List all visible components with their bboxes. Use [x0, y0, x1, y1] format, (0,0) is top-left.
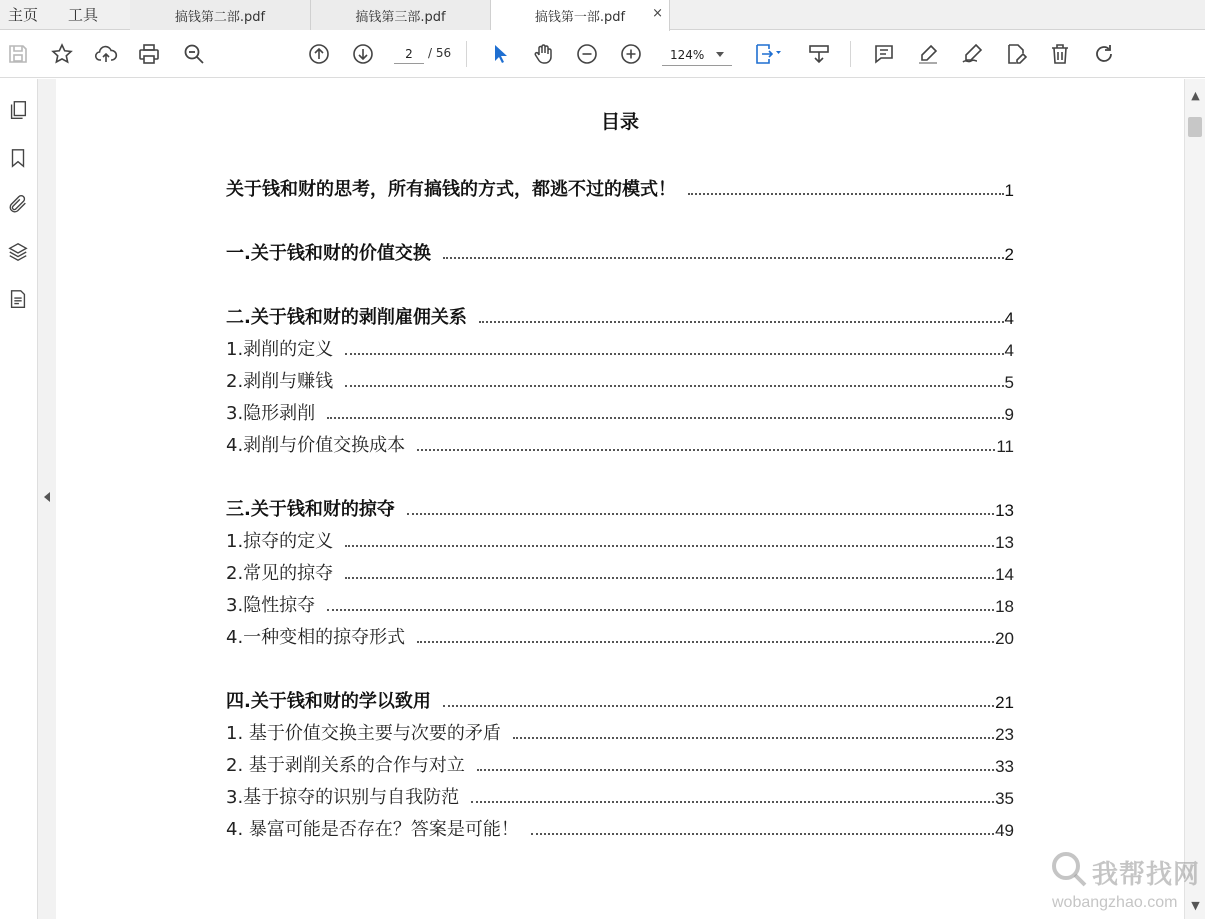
- toc-entry-page: 13: [995, 533, 1014, 552]
- scroll-up-icon[interactable]: ▲: [1191, 88, 1200, 102]
- toc-dot-leader: [513, 737, 994, 739]
- zoom-value: 124%: [670, 48, 705, 62]
- magnifier-watermark-icon: [1048, 848, 1092, 892]
- nav-home[interactable]: 主页: [8, 6, 39, 24]
- toc-entry-title: 三.关于钱和财的掠夺: [226, 499, 395, 520]
- collapse-panel-icon[interactable]: [44, 492, 50, 502]
- toc-dot-leader: [531, 833, 994, 835]
- toc-entry-title: 4. 暴富可能是否存在？答案是可能！: [226, 819, 519, 840]
- hand-icon[interactable]: [530, 41, 556, 67]
- tab-bar: [0, 0, 1205, 30]
- document-properties-icon[interactable]: [5, 286, 31, 312]
- toc-entry-page: 14: [995, 565, 1014, 584]
- toc-dot-leader: [443, 257, 1004, 259]
- toc-dot-leader: [479, 321, 1004, 323]
- toc-entry[interactable]: [226, 591, 1014, 617]
- page-total: / 56: [428, 46, 452, 60]
- read-mode-icon[interactable]: [806, 41, 832, 67]
- toc-dot-leader: [345, 353, 1003, 355]
- toc-dot-leader: [417, 449, 995, 451]
- toc-entry-title: 2. 基于剥削关系的合作与对立: [226, 755, 465, 776]
- toc-dot-leader: [688, 193, 1004, 195]
- watermark-en: wobangzhao.com: [1052, 894, 1178, 911]
- toolbar-divider: [466, 41, 467, 67]
- arrow-up-circle-icon[interactable]: [306, 41, 332, 67]
- toc-dot-leader: [443, 705, 994, 707]
- nav-tools[interactable]: 工具: [68, 6, 99, 24]
- toc-entry-title: 4.剥削与价值交换成本: [226, 435, 406, 456]
- toc-dot-leader: [345, 545, 994, 547]
- toc-entry-title: 3.隐性掠夺: [226, 595, 316, 616]
- sign-icon[interactable]: [959, 41, 985, 67]
- zoom-select[interactable]: [662, 44, 732, 66]
- toc-entry[interactable]: [226, 719, 1014, 745]
- toc-dot-leader: [471, 801, 994, 803]
- rotate-icon[interactable]: [1091, 41, 1117, 67]
- toc-entry-page: 20: [995, 629, 1014, 648]
- toc-entry-title: 关于钱和财的思考，所有搞钱的方式，都逃不过的模式！: [226, 179, 676, 200]
- cloud-upload-icon[interactable]: [93, 41, 119, 67]
- tab-label: 搞钱第三部.pdf: [355, 9, 446, 25]
- layers-icon[interactable]: [5, 239, 31, 265]
- delete-icon[interactable]: [1047, 41, 1073, 67]
- toc-entry-page: 33: [995, 757, 1014, 776]
- highlight-icon[interactable]: [915, 41, 941, 67]
- toc-dot-leader: [477, 769, 994, 771]
- toc-entry-page: 11: [996, 437, 1014, 456]
- toc-dot-leader: [407, 513, 994, 515]
- pages-icon[interactable]: [5, 97, 31, 123]
- toc-entry-page: 35: [995, 789, 1014, 808]
- left-navigation-rail: [0, 79, 38, 919]
- toc-entry-title: 四.关于钱和财的学以致用: [226, 691, 431, 712]
- watermark-cn: 我帮找网: [1092, 860, 1201, 890]
- watermark: [1040, 844, 1200, 916]
- toc-entry-page: 23: [995, 725, 1014, 744]
- select-arrow-icon[interactable]: [487, 41, 513, 67]
- close-tab-icon[interactable]: ×: [652, 6, 663, 21]
- toc-entry[interactable]: [226, 431, 1014, 457]
- tab-label: 搞钱第一部.pdf: [534, 10, 626, 25]
- toc-entry-page: 5: [1004, 373, 1014, 392]
- toc-entry[interactable]: [226, 783, 1014, 809]
- toc-entry-page: 2: [1004, 245, 1014, 264]
- toc-entry-title: 二.关于钱和财的剥削雇佣关系: [226, 307, 467, 328]
- toc-entry[interactable]: [226, 527, 1014, 553]
- tab-label: 搞钱第二部.pdf: [174, 9, 266, 25]
- toc-entry[interactable]: [226, 399, 1014, 425]
- toc-entry-page: 1: [1004, 181, 1014, 200]
- scroll-down-icon[interactable]: ▼: [1191, 898, 1200, 912]
- zoom-in-icon[interactable]: [618, 41, 644, 67]
- toc-entry[interactable]: [226, 559, 1014, 585]
- toc-dot-leader: [417, 641, 994, 643]
- document-page: [56, 79, 1184, 919]
- print-icon[interactable]: [136, 41, 162, 67]
- toc-entry-title: 一.关于钱和财的价值交换: [226, 243, 431, 264]
- toolbar: [0, 31, 1205, 78]
- toc-entry-title: 2.剥削与赚钱: [226, 371, 334, 392]
- toc-entry[interactable]: [226, 367, 1014, 393]
- toc-dot-leader: [345, 385, 1003, 387]
- chevron-down-icon: [716, 52, 724, 57]
- toc-entry-page: 13: [995, 501, 1014, 520]
- page-number-input[interactable]: 2: [394, 44, 424, 64]
- toc-entry-title: 1.剥削的定义: [226, 339, 334, 360]
- scroll-thumb[interactable]: [1188, 117, 1202, 137]
- toc-entry[interactable]: [226, 335, 1014, 361]
- bookmark-icon[interactable]: [5, 145, 31, 171]
- tab-document-2[interactable]: [130, 0, 311, 30]
- toc-entry[interactable]: [226, 751, 1014, 777]
- toc-entry[interactable]: [226, 815, 1014, 841]
- toc-entry[interactable]: [226, 495, 1014, 521]
- toc-entry-title: 3.基于掠夺的识别与自我防范: [226, 787, 460, 808]
- toc-entry[interactable]: [226, 623, 1014, 649]
- comment-icon[interactable]: [871, 41, 897, 67]
- toc-dot-leader: [327, 417, 1003, 419]
- toc-entry[interactable]: [226, 687, 1014, 713]
- toc-entry-page: 9: [1004, 405, 1014, 424]
- toolbar-divider: [850, 41, 851, 67]
- toc-entry[interactable]: [226, 175, 1014, 201]
- toc-entry-page: 4: [1004, 341, 1014, 360]
- zoom-search-icon[interactable]: [181, 41, 207, 67]
- vertical-scrollbar[interactable]: [1184, 79, 1205, 919]
- attachment-icon[interactable]: [5, 191, 31, 217]
- toc-entry-title: 2.常见的掠夺: [226, 563, 334, 584]
- page-title: 目录: [600, 111, 639, 133]
- tab-document-3[interactable]: [311, 0, 491, 30]
- toc-entry-page: 21: [995, 693, 1014, 712]
- toc-entry-title: 3.隐形剥削: [226, 403, 316, 424]
- toc-entry-page: 49: [995, 821, 1014, 840]
- toc-entry-title: 1.掠夺的定义: [226, 531, 334, 552]
- tab-document-1[interactable]: [491, 0, 670, 31]
- fill-sign-icon[interactable]: [1003, 41, 1029, 67]
- toc-entry-page: 18: [995, 597, 1014, 616]
- zoom-out-icon[interactable]: [574, 41, 600, 67]
- toc-dot-leader: [345, 577, 994, 579]
- save-icon[interactable]: [5, 41, 31, 67]
- fit-page-icon[interactable]: [750, 41, 786, 67]
- arrow-down-circle-icon[interactable]: [350, 41, 376, 67]
- toc-dot-leader: [327, 609, 994, 611]
- toc-entry[interactable]: [226, 239, 1014, 265]
- toc-entry-title: 1. 基于价值交换主要与次要的矛盾: [226, 723, 501, 744]
- toc-entry-page: 4: [1004, 309, 1014, 328]
- toc-entry-title: 4.一种变相的掠夺形式: [226, 627, 406, 648]
- toc-entry[interactable]: [226, 303, 1014, 329]
- star-icon[interactable]: [49, 41, 75, 67]
